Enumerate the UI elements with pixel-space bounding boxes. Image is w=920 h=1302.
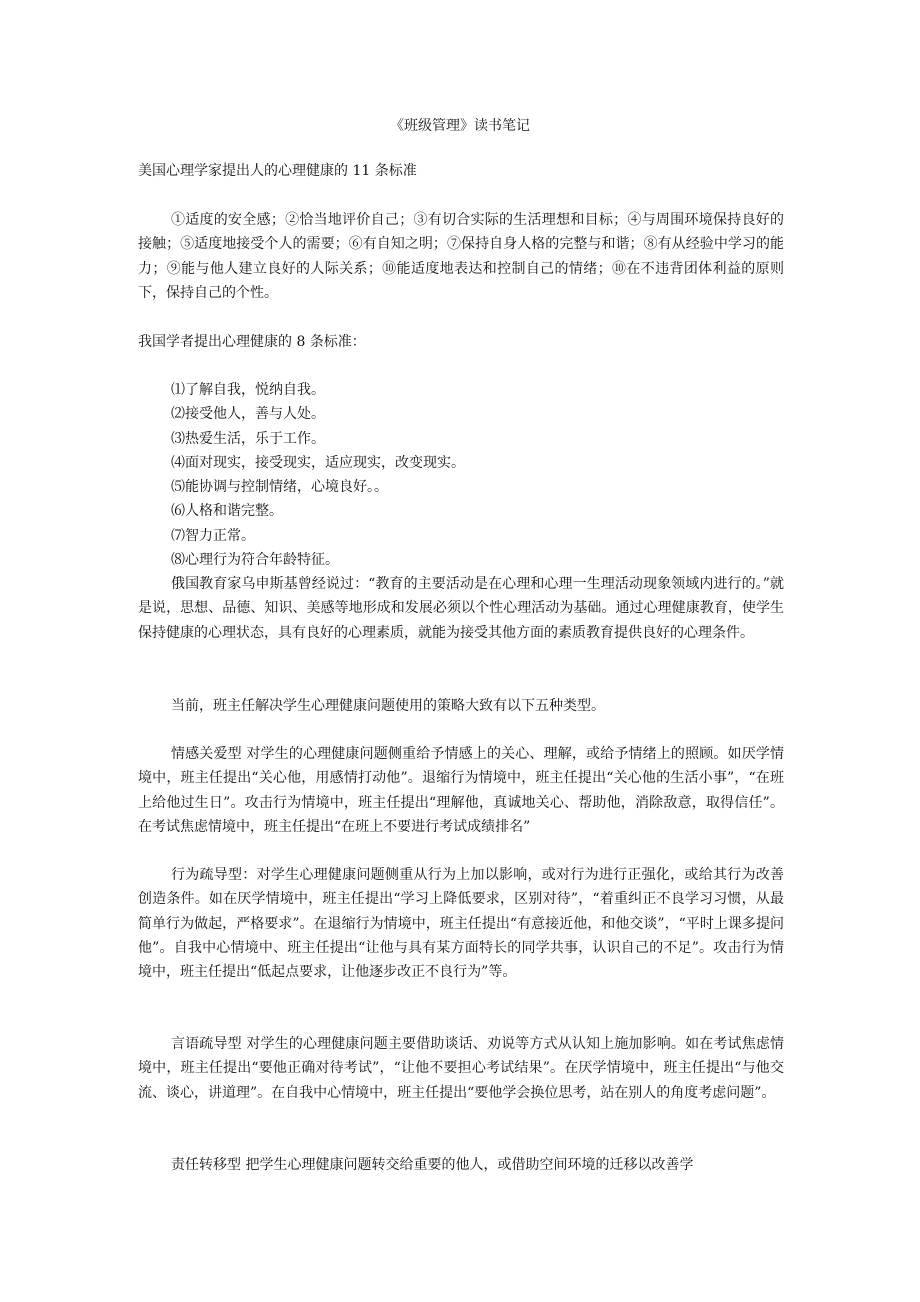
strategy-intro: 当前，班主任解决学生心理健康问题使用的策略大致有以下五种类型。 [171, 698, 605, 714]
document-title: 《班级管理》读书笔记 [390, 118, 530, 134]
us-standards-heading: 美国心理学家提出人的心理健康的 11 条标准 [138, 163, 417, 179]
cn-standards-heading: 我国学者提出心理健康的 8 条标准： [138, 334, 366, 350]
behavior-guidance-paragraph: 行为疏导型：对学生心理健康问题侧重从行为上加以影响，或对行为进行正强化，或给其行为改善创造条件。如在厌学情境中，班主任提出“学习上降低要求，区别对待”，“着重纠正不良学习习惯，从最简单行为做起，严格要求”。在退缩行为情境中，班主任提出“有意接近他，和他交谈”，“平时上课多提问他”。自我中心情境中、班主任提出“让他与具有某方面特长的同学共事，认识自己的不足”。攻击行为情境中，班主任提出“低起点要求，让他逐步改正不良行为”等。 [138, 867, 784, 981]
list-item: ⑺智力正常。 [171, 527, 255, 544]
us-standards-paragraph: ①适度的安全感；②恰当地评价自己；③有切合实际的生活理想和目标；④与周围环境保持良好的接触；⑤适度地接受个人的需要；⑥有自知之明；⑦保持自身人格的完整与和谐；⑧有从经验中学习的能力；⑨能与他人建立良好的人际关系；⑩能适度地表达和控制自己的情绪；⑩在不违背团体利益的原则下，保持自己的个性。 [138, 212, 784, 301]
responsibility-transfer-paragraph: 责任转移型 把学生心理健康问题转交给重要的他人，或借助空间环境的迁移以改善学 [171, 1157, 694, 1173]
list-item: ⑻心理行为符合年龄特征。 [171, 552, 339, 569]
list-item: ⑶热爱生活，乐于工作。 [171, 430, 325, 447]
emotional-care-paragraph: 情感关爱型 对学生的心理健康问题侧重给予情感上的关心、理解，或给予情绪上的照顾。如厌学情境中，班主任提出“关心他，用感情打动他”。退缩行为情境中，班主任提出“关心他的生活小事”，“在班上给他过生日”。攻击行为情境中，班主任提出“理解他，真诚地关心、帮助他，消除敌意，取得信任”。在考试焦虑情境中，班主任提出“在班上不要进行考试成绩排名” [138, 746, 784, 835]
verbal-guidance-paragraph: 言语疏导型 对学生的心理健康问题主要借助谈话、劝说等方式从认知上施加影响。如在考试焦虑情境中，班主任提出“要他正确对待考试”，“让他不要担心考试结果”。在厌学情境中，班主任提出“与他交流、谈心，讲道理”。在自我中心情境中，班主任提出“要他学会换位思考，站在别人的角度考虑问题”。 [138, 1036, 784, 1101]
list-item: ⑷面对现实，接受现实，适应现实，改变现实。 [171, 454, 465, 471]
list-item: ⑹人格和谐完整。 [171, 503, 283, 520]
list-item: ⑴了解自我，悦纳自我。 [171, 382, 325, 398]
quote-paragraph: 俄国教育家乌申斯基曾经说过：“教育的主要活动是在心理和心理一生理活动现象领域内进行的。”就是说，思想、品德、知识、美感等地形成和发展必须以个性心理活动为基础。通过心理健康教育，使学生保持健康的心理状态，具有良好的心理素质，就能为接受其他方面的素质教育提供良好的心理条件。 [138, 576, 784, 641]
list-item: ⑸能协调与控制情绪，心境良好。。 [171, 479, 388, 496]
cn-standards-list [171, 378, 771, 572]
list-item: ⑵接受他人，善与人处。 [171, 406, 325, 423]
